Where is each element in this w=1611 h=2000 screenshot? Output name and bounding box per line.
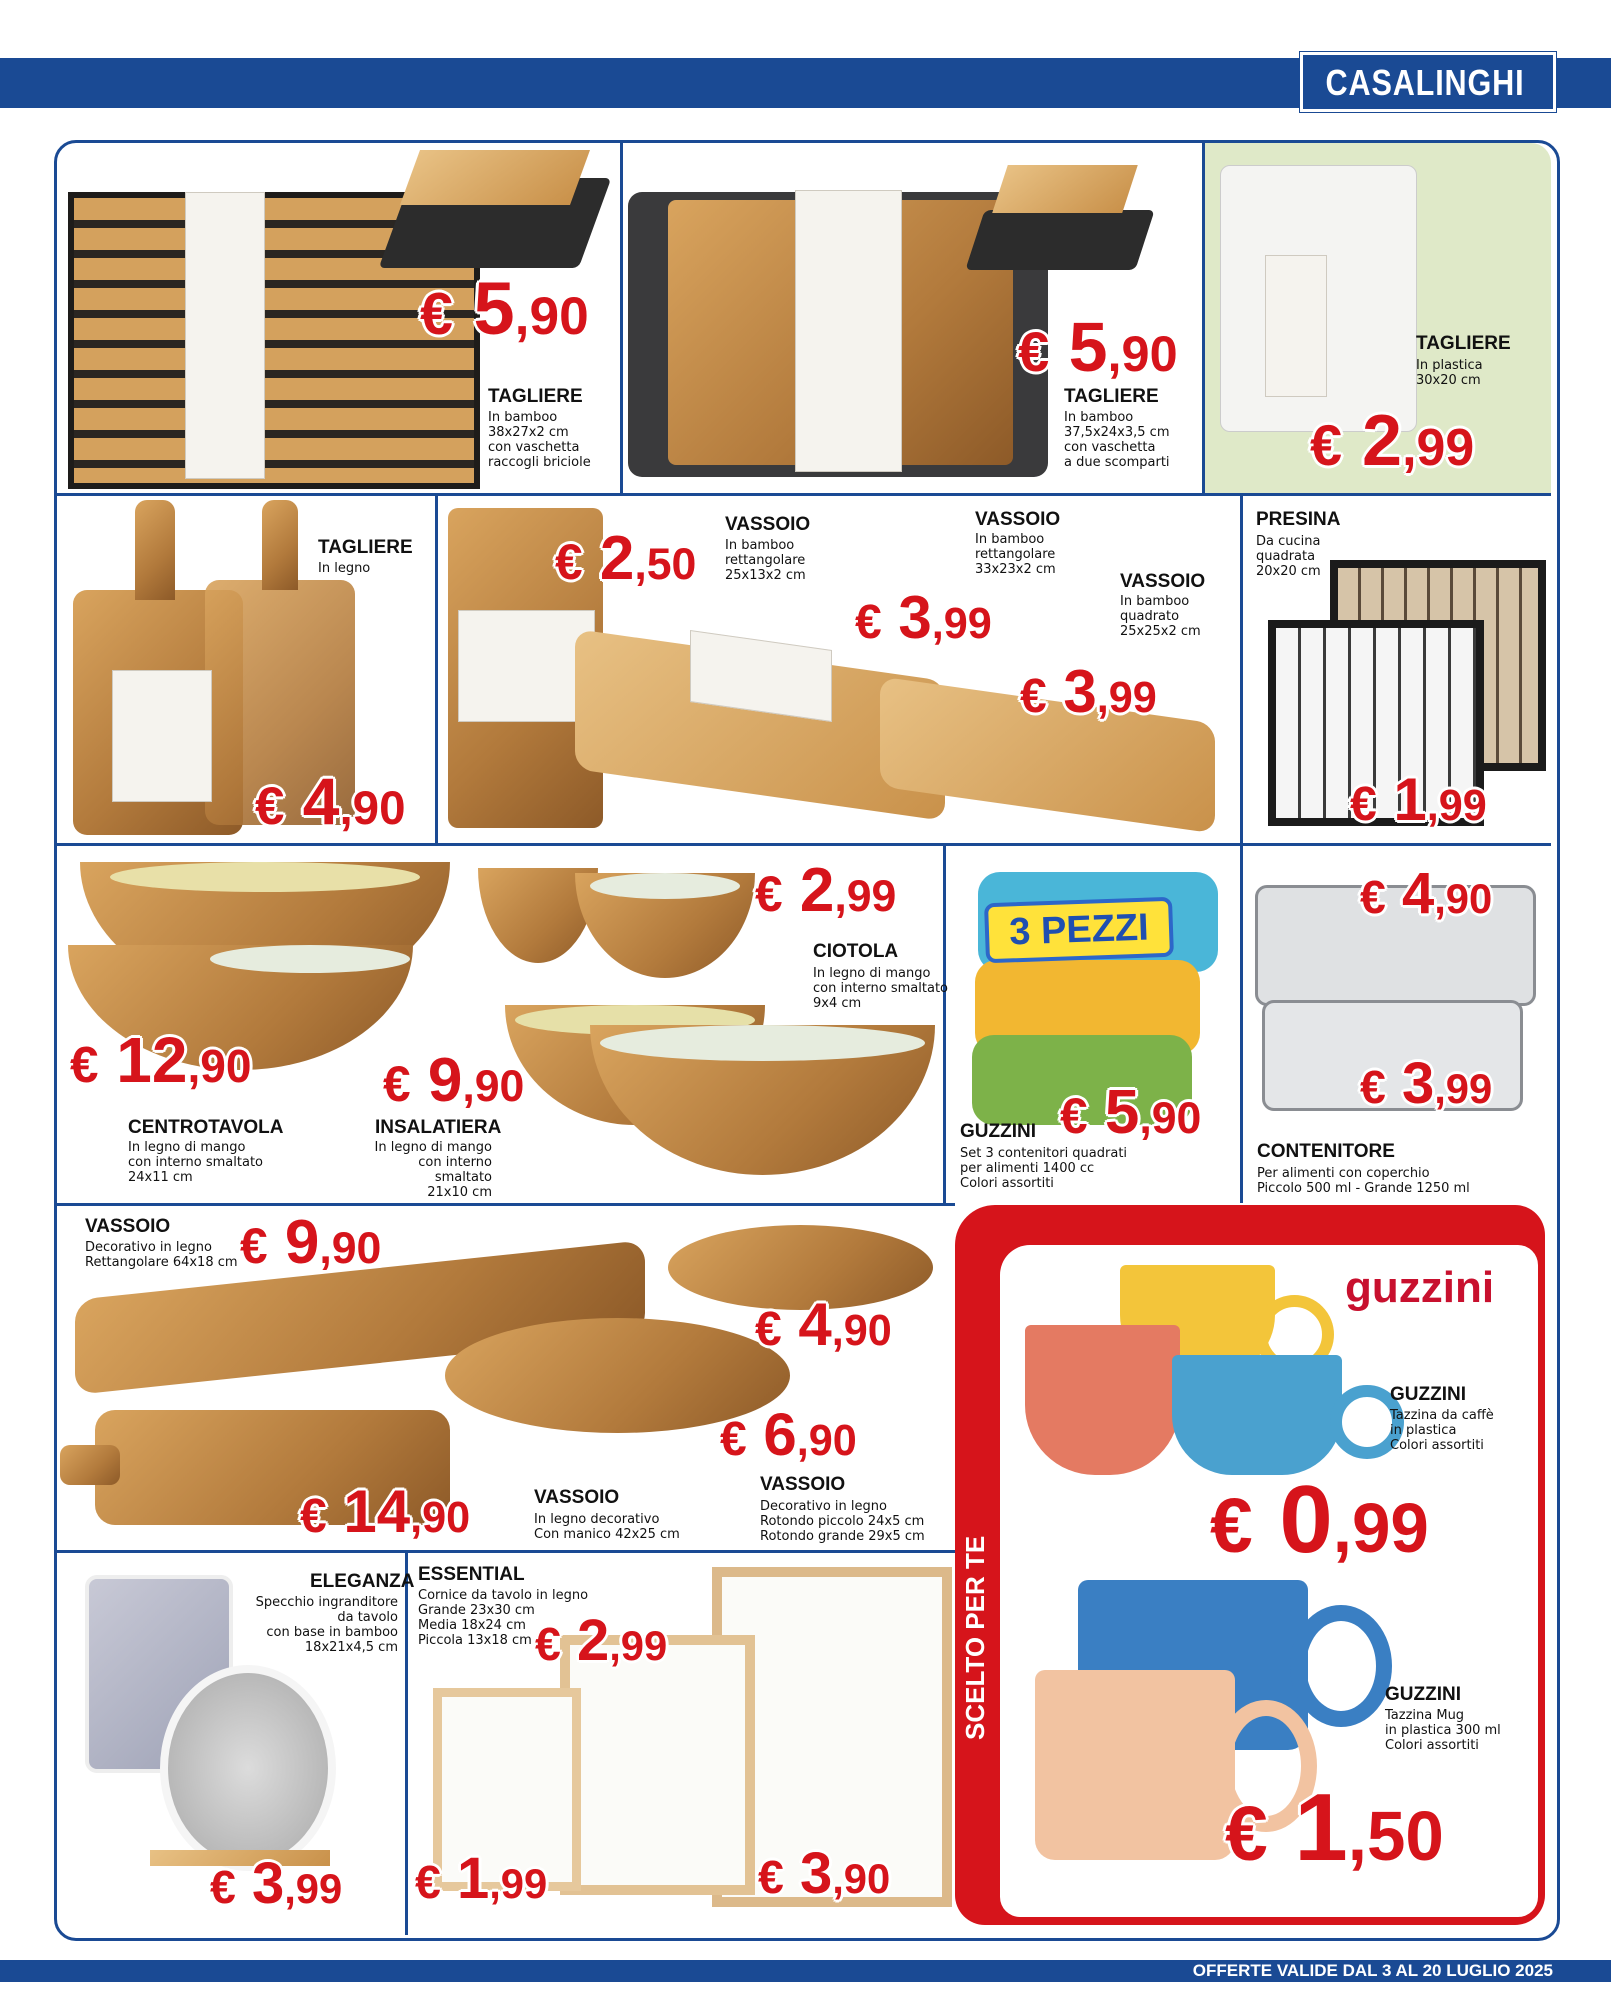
price-tag: € 2,50 [555, 524, 697, 593]
product-label-card [112, 670, 212, 802]
price-tag: € 9,90 [240, 1208, 382, 1277]
grid-line [57, 493, 1551, 496]
grid-line [943, 846, 946, 1203]
price-tag: € 5,90 [420, 267, 589, 350]
product-description: Tazzina da caffè in plastica Colori assortiti [1390, 1408, 1494, 1453]
guzzini-logo: guzzini [1345, 1263, 1495, 1312]
board-top-image [400, 150, 590, 205]
product-title: CIOTOLA [813, 941, 899, 962]
product-description: Tazzina Mug in plastica 300 ml Colori assortiti [1385, 1708, 1501, 1753]
price-tag: € 2,99 [1310, 401, 1475, 481]
price-tag: € 3,99 [210, 1851, 343, 1916]
price-tag: € 14,90 [300, 1478, 471, 1545]
product-title: TAGLIERE [1064, 386, 1159, 407]
quantity-badge: 3 PEZZI [984, 897, 1174, 964]
product-title: VASSOIO [1120, 571, 1206, 592]
product-description: In bamboo quadrato 25x25x2 cm [1120, 594, 1201, 639]
product-title: TAGLIERE [318, 537, 413, 558]
product-description: In bamboo rettangolare 25x13x2 cm [725, 538, 806, 583]
product-title: CONTENITORE [1257, 1141, 1395, 1162]
paddle-handle-image [135, 500, 175, 600]
product-description: Specchio ingranditore da tavolo con base in bamboo 18x21x4,5 cm [255, 1595, 398, 1655]
product-title: ESSENTIAL [418, 1564, 525, 1585]
product-title: GUZZINI [960, 1121, 1036, 1142]
product-title: VASSOIO [760, 1474, 846, 1495]
grid-line [57, 1203, 955, 1206]
price-tag: € 1,99 [415, 1846, 548, 1911]
blue-cup-image [1172, 1355, 1342, 1475]
peach-mug-image [1035, 1670, 1235, 1860]
offer-validity: OFFERTE VALIDE DAL 3 AL 20 LUGLIO 2025 [1187, 1960, 1559, 1982]
bowl-interior [600, 1025, 925, 1061]
product-description: In bamboo rettangolare 33x23x2 cm [975, 532, 1056, 577]
product-description: In plastica 30x20 cm [1416, 358, 1483, 388]
grid-line [1240, 846, 1243, 1203]
product-description: Per alimenti con coperchio Piccolo 500 ml - Grande 1250 ml [1257, 1166, 1470, 1196]
mug-handle-image [1290, 1605, 1392, 1727]
product-title: CENTROTAVOLA [128, 1117, 284, 1138]
product-title: GUZZINI [1390, 1384, 1466, 1405]
grid-line [57, 843, 1551, 846]
grid-line [620, 143, 623, 493]
product-description: In bamboo 37,5x24x3,5 cm con vaschetta a due scomparti [1064, 410, 1170, 470]
price-tag: € 3,99 [1360, 1051, 1493, 1116]
bowl-interior [110, 862, 420, 892]
product-description: In legno di mango con interno smaltato 21x10 cm [374, 1140, 492, 1200]
product-label-card [1265, 255, 1327, 397]
product-description: In bamboo 38x27x2 cm con vaschetta raccogli briciole [488, 410, 591, 470]
product-description: Da cucina quadrata 20x20 cm [1256, 534, 1321, 579]
product-description: In legno decorativo Con manico 42x25 cm [534, 1512, 680, 1542]
price-tag: € 6,90 [720, 1401, 857, 1468]
product-title: VASSOIO [85, 1216, 171, 1237]
coral-cup-image [1025, 1325, 1180, 1475]
product-description: In legno di mango con interno smaltato 24x11 cm [128, 1140, 263, 1185]
board-top-image [992, 165, 1138, 213]
round-mirror-image [160, 1665, 336, 1871]
bowl-interior [590, 873, 740, 899]
product-title: PRESINA [1256, 509, 1341, 530]
price-tag: € 3,99 [855, 584, 992, 651]
two-compartment-tray-image [965, 210, 1154, 270]
scelto-label [960, 1700, 991, 1740]
price-tag: € 2,99 [755, 856, 897, 925]
product-title: VASSOIO [975, 509, 1061, 530]
grid-line [1202, 143, 1205, 493]
price-tag: € 4,90 [255, 764, 406, 838]
paddle-handle-image [262, 500, 298, 590]
product-title: TAGLIERE [1416, 333, 1511, 354]
product-description: In legno [318, 561, 371, 576]
price-tag: € 4,90 [1360, 861, 1493, 926]
price-tag: € 12,90 [70, 1024, 252, 1096]
page-title: CASALINGHI [1325, 62, 1525, 103]
grid-line [405, 1553, 408, 1935]
grid-line [1240, 496, 1243, 843]
price-tag: € 5,90 [1060, 1078, 1202, 1147]
price-tag: € 1,99 [1350, 766, 1487, 833]
price-tag: € 1,50 [1225, 1774, 1444, 1881]
product-title: INSALATIERA [375, 1117, 502, 1138]
tray-handle-image [60, 1445, 120, 1485]
product-description: Decorativo in legno Rotondo piccolo 24x5 cm Rotondo grande 29x5 cm [760, 1499, 925, 1544]
price-tag: € 2,99 [535, 1608, 668, 1673]
price-tag: € 3,90 [758, 1841, 891, 1906]
price-tag: € 9,90 [383, 1046, 525, 1115]
medium-photo-frame-image [560, 1635, 755, 1895]
product-title: ELEGANZA [310, 1571, 415, 1592]
grid-line [57, 1550, 955, 1553]
product-label-card [795, 190, 902, 472]
price-tag: € 4,90 [755, 1291, 892, 1358]
price-tag: € 5,90 [1018, 308, 1178, 386]
product-description: Cornice da tavolo in legno Grande 23x30 cm Media 18x24 cm Piccola 13x18 cm [418, 1588, 589, 1648]
product-description: In legno di mango con interno smaltato 9x4 cm [813, 966, 948, 1011]
product-label-card [185, 192, 265, 479]
grid-line [435, 496, 438, 843]
product-description: Set 3 contenitori quadrati per alimenti 1400 cc Colori assortiti [960, 1146, 1128, 1191]
product-title: VASSOIO [725, 514, 811, 535]
product-title: GUZZINI [1385, 1684, 1461, 1705]
product-title: TAGLIERE [488, 386, 583, 407]
bowl-interior [210, 945, 410, 973]
product-description: Decorativo in legno Rettangolare 64x18 cm [85, 1240, 238, 1270]
product-title: VASSOIO [534, 1487, 620, 1508]
price-tag: € 0,99 [1210, 1466, 1429, 1573]
price-tag: € 3,99 [1020, 658, 1157, 725]
